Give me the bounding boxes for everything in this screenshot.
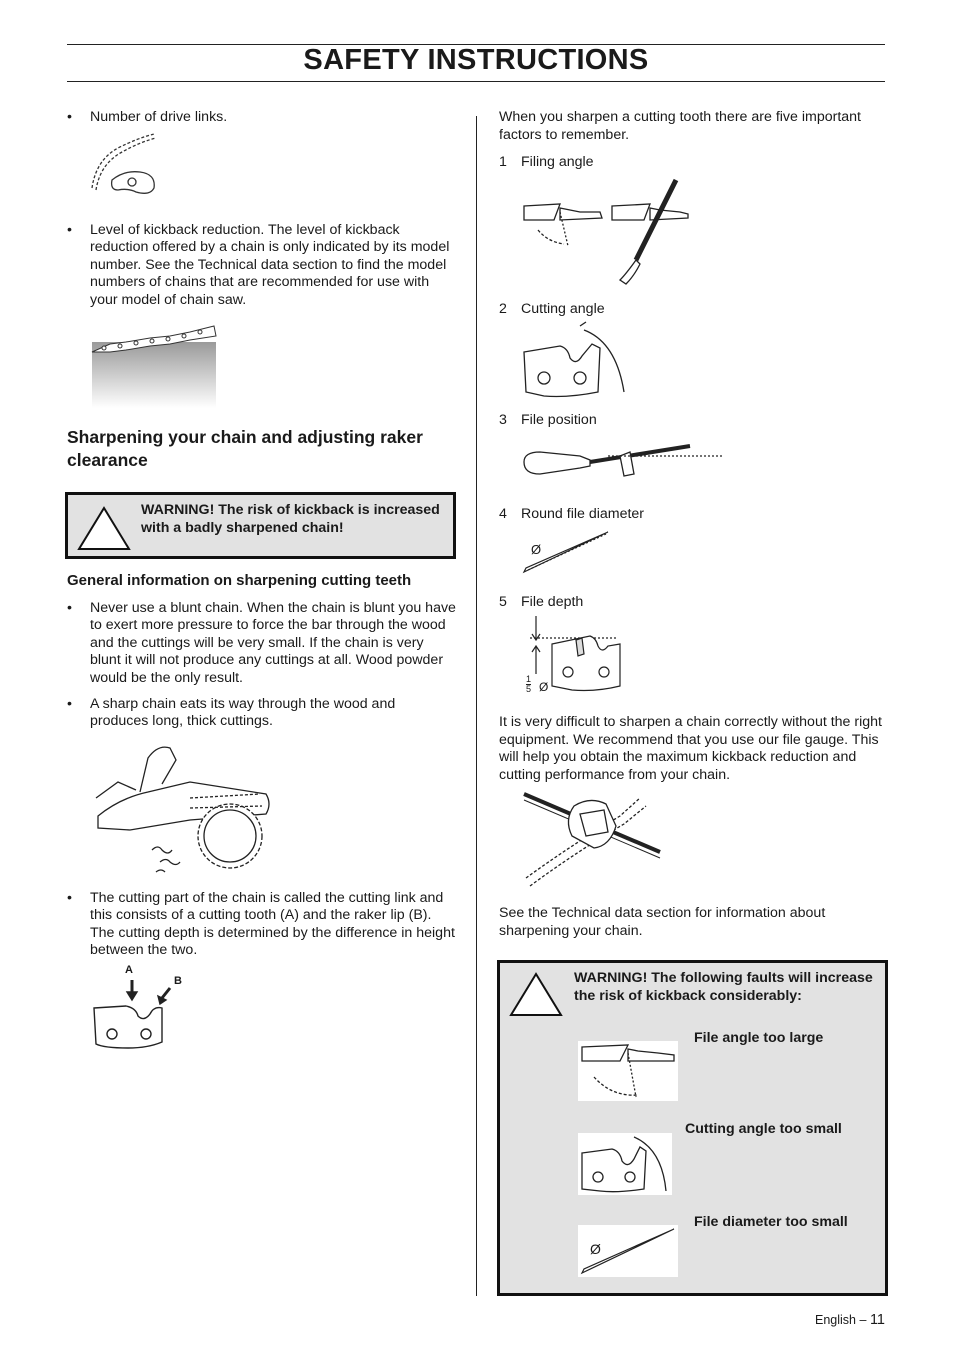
equipment-paragraph: It is very difficult to sharpen a chain correctly without the right equipment. We recommend that you use our file gauge. This will help you obtain the maximum kickback reduction and cutting performance from your chain.	[499, 714, 882, 783]
factor-label: Cutting angle	[521, 301, 605, 317]
factor-number: 5	[499, 594, 507, 610]
bullet-blunt-chain	[67, 600, 457, 687]
page-footer	[815, 1312, 885, 1328]
section-heading: Sharpening your chain and adjusting raker clearance	[67, 427, 423, 470]
factor-label: File position	[521, 412, 597, 428]
warning-text: WARNING! The following faults will increase the risk of kickback considerably:	[574, 970, 873, 1004]
file-angle-too-large-illustration	[578, 1041, 678, 1101]
file-diameter-too-small-illustration	[578, 1225, 678, 1277]
fault-image-file-angle	[578, 1041, 678, 1101]
fraction-denominator: 5	[526, 684, 532, 694]
footer-dash: –	[859, 1313, 867, 1327]
fraction-numerator: 1	[526, 674, 532, 684]
cutting-angle-illustration	[520, 322, 630, 400]
fault-image-file-diameter	[578, 1225, 678, 1277]
bullet-dot: •	[67, 600, 72, 616]
bullet-dot: •	[67, 696, 72, 712]
footer-language: English	[815, 1313, 857, 1327]
bullet-sharp-chain	[67, 696, 457, 731]
page-title: SAFETY INSTRUCTIONS	[303, 44, 649, 76]
header-bottom-rule	[67, 81, 885, 82]
factor-number: 4	[499, 506, 507, 522]
bullet-text: The cutting part of the chain is called the cutting link and this consists of a cutting tooth (A) and the raker lip (B). The cutting depth is determined by the difference in height between the two.	[90, 890, 455, 959]
cutting-angle-too-small-illustration	[578, 1133, 672, 1195]
factor-number: 2	[499, 301, 507, 317]
bullet-dot: •	[67, 109, 72, 125]
label-b: B	[174, 975, 182, 987]
subheading: General information on sharpening cutting teeth	[67, 572, 412, 589]
fault-image-cutting-angle	[578, 1133, 672, 1195]
diameter-symbol: Ø	[531, 542, 542, 557]
bullet-text: A sharp chain eats its way through the wood and produces long, thick cuttings.	[90, 696, 396, 730]
label-a: A	[125, 964, 133, 976]
file-depth-illustration	[520, 616, 630, 700]
fault-label-cutting-angle: Cutting angle too small	[685, 1121, 842, 1137]
factor-label: Filing angle	[521, 154, 594, 170]
sharpen-intro: When you sharpen a cutting tooth there are five important factors to remember.	[499, 109, 861, 143]
bullet-cutting-part	[67, 890, 457, 960]
factor-label: File depth	[521, 594, 584, 610]
column-separator	[476, 116, 477, 1296]
bullet-kickback	[67, 222, 457, 309]
factor-number: 3	[499, 412, 507, 428]
file-depth-diameter-symbol: Ø	[539, 680, 549, 694]
filing-angle-illustration	[520, 176, 692, 286]
file-position-illustration	[520, 434, 725, 486]
warning-box-kickback	[65, 492, 456, 559]
fraction-one-fifth	[526, 675, 531, 694]
drive-link-illustration	[88, 130, 160, 200]
round-file-illustration	[520, 528, 612, 576]
bullet-text: Level of kickback reduction. The level of kickback reduction offered by a chain is only indicated by its model number. See the Technical data section to find the model numbers of chains that are recommended for use with your model of chain saw.	[90, 222, 450, 308]
bullet-text: Number of drive links.	[90, 109, 228, 125]
warning-box-faults	[497, 960, 888, 1296]
bullet-drive-links	[67, 109, 457, 126]
fault-label-file-diameter: File diameter too small	[694, 1214, 848, 1230]
factor-label: Round file diameter	[521, 506, 645, 522]
see-technical-data-paragraph: See the Technical data section for information about sharpening your chain.	[499, 905, 826, 939]
factor-number: 1	[499, 154, 507, 170]
bullet-dot: •	[67, 222, 72, 238]
fault-label-file-angle: File angle too large	[694, 1030, 824, 1046]
fault-diameter-symbol: Ø	[590, 1241, 601, 1257]
warning-triangle-icon	[76, 505, 132, 551]
file-gauge-illustration	[520, 786, 665, 890]
warning-triangle-icon	[508, 971, 564, 1017]
chainsaw-cutting-illustration	[90, 738, 272, 878]
page-number: 11	[869, 1312, 885, 1328]
bullet-text: Never use a blunt chain. When the chain is blunt you have to exert more pressure to force the bar through the wood and the cuttings will be very small. If the chain is very blunt it will not produce any cuttings at all. Wood powder would be the only result.	[90, 600, 456, 686]
bullet-dot: •	[67, 890, 72, 906]
chain-on-bar-illustration	[90, 316, 218, 408]
cutting-link-illustration	[90, 978, 170, 1052]
warning-text: WARNING! The risk of kickback is increased with a badly sharpened chain!	[141, 502, 440, 536]
